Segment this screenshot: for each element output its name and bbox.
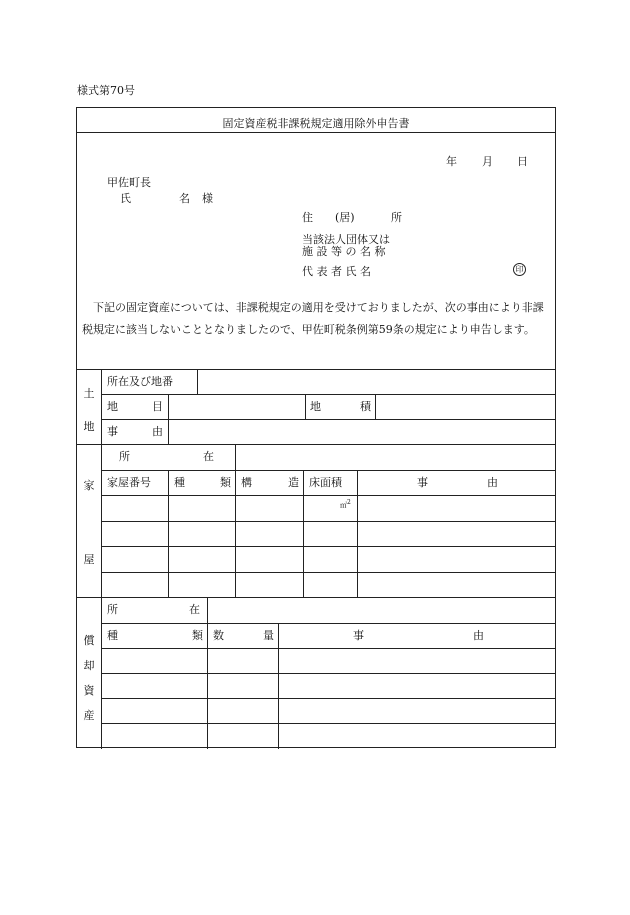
house-floor-area-header: 床面積 (309, 476, 342, 489)
house-reason-header-char1: 事 (417, 476, 428, 489)
depreciable-label-char1: 償 (83, 634, 95, 647)
land-reason-field[interactable] (169, 420, 555, 444)
depreciable-location-bottom (101, 623, 555, 624)
depreciable-row-2[interactable] (102, 674, 555, 698)
depreciable-label-char4: 産 (83, 709, 95, 722)
form-frame (76, 107, 556, 748)
depreciable-location-label-char2: 在 (189, 603, 200, 616)
depreciable-quantity-header-char1: 数 (213, 629, 224, 642)
seal-mark: 印 (513, 263, 526, 276)
depreciable-location-label-char1: 所 (107, 603, 118, 616)
house-structure-header-char2: 造 (288, 476, 299, 489)
land-reason-label-char2: 由 (152, 425, 163, 438)
land-reason-label-char1: 事 (107, 425, 118, 438)
house-label-char1: 家 (83, 479, 95, 492)
house-number-header: 家屋番号 (107, 476, 151, 489)
address-label-char1: 住 (302, 211, 313, 224)
land-label-divider (101, 369, 102, 444)
org-name-label-line2: 施 設 等 の 名 称 (302, 245, 386, 258)
depreciable-kind-header-char2: 類 (192, 629, 203, 642)
house-kind-header-char1: 種 (174, 476, 185, 489)
land-label-char1: 土 (83, 387, 95, 400)
house-kind-header-char2: 類 (220, 476, 231, 489)
land-col2-divider (305, 394, 306, 419)
depreciable-label-char2: 却 (83, 659, 95, 672)
depreciable-reason-header-char2: 由 (473, 629, 484, 642)
org-name-label-line1: 当該法人団体又は (302, 233, 390, 246)
house-row-1[interactable] (102, 496, 555, 521)
land-category-label-char1: 地 (107, 400, 118, 413)
statement-text: 下記の固定資産については、非課税規定の適用を受けておりましたが、次の事由により非課税規定に該当しないこととなりましたので、甲佐町税条例第59条の規定により申告します。 (82, 301, 544, 336)
addressee-town-head: 甲佐町長 (107, 176, 151, 189)
house-location-field[interactable] (236, 445, 555, 470)
date-year[interactable]: 年 (446, 155, 457, 168)
house-location-bottom (101, 470, 555, 471)
land-label-char2: 地 (83, 420, 95, 433)
address-label-char2: (居) (335, 211, 355, 224)
house-location-label-char1: 所 (119, 450, 130, 463)
title-divider (77, 132, 555, 133)
land-category-label-char2: 目 (152, 400, 163, 413)
house-label-char2: 屋 (83, 553, 95, 566)
land-area-label-char2: 積 (360, 400, 371, 413)
house-row-2[interactable] (102, 522, 555, 546)
date-day[interactable]: 日 (517, 155, 528, 168)
depreciable-quantity-header-char2: 量 (263, 629, 274, 642)
depreciable-row-1[interactable] (102, 649, 555, 673)
form-number: 様式第70号 (77, 84, 135, 97)
house-row-3[interactable] (102, 547, 555, 572)
depreciable-label-char3: 資 (83, 684, 95, 697)
depreciable-row-3[interactable] (102, 699, 555, 723)
land-area-label-char1: 地 (310, 400, 321, 413)
land-location-label: 所在及び地番 (107, 375, 173, 388)
addressee-name-char2: 名 (179, 192, 190, 205)
addressee-sama: 様 (202, 192, 213, 205)
house-structure-header-char1: 構 (241, 476, 252, 489)
address-label-char3: 所 (391, 211, 402, 224)
date-month[interactable]: 月 (482, 155, 493, 168)
depreciable-kind-header-char1: 種 (107, 629, 118, 642)
depreciable-reason-header-char1: 事 (353, 629, 364, 642)
representative-name-label: 代 表 者 氏 名 (302, 265, 371, 278)
land-category-field[interactable] (169, 395, 304, 419)
depreciable-row-4[interactable] (102, 724, 555, 747)
form-title: 固定資産税非課税規定適用除外申告書 (222, 117, 410, 130)
floor-area-unit: ㎡2 (340, 499, 351, 510)
depreciable-location-field[interactable] (208, 598, 555, 623)
house-reason-header-char2: 由 (487, 476, 498, 489)
house-row-4[interactable] (102, 573, 555, 597)
land-area-field[interactable] (376, 395, 555, 419)
house-location-label-char2: 在 (203, 450, 214, 463)
land-location-field[interactable] (198, 370, 555, 394)
addressee-name-char1: 氏 (120, 192, 131, 205)
